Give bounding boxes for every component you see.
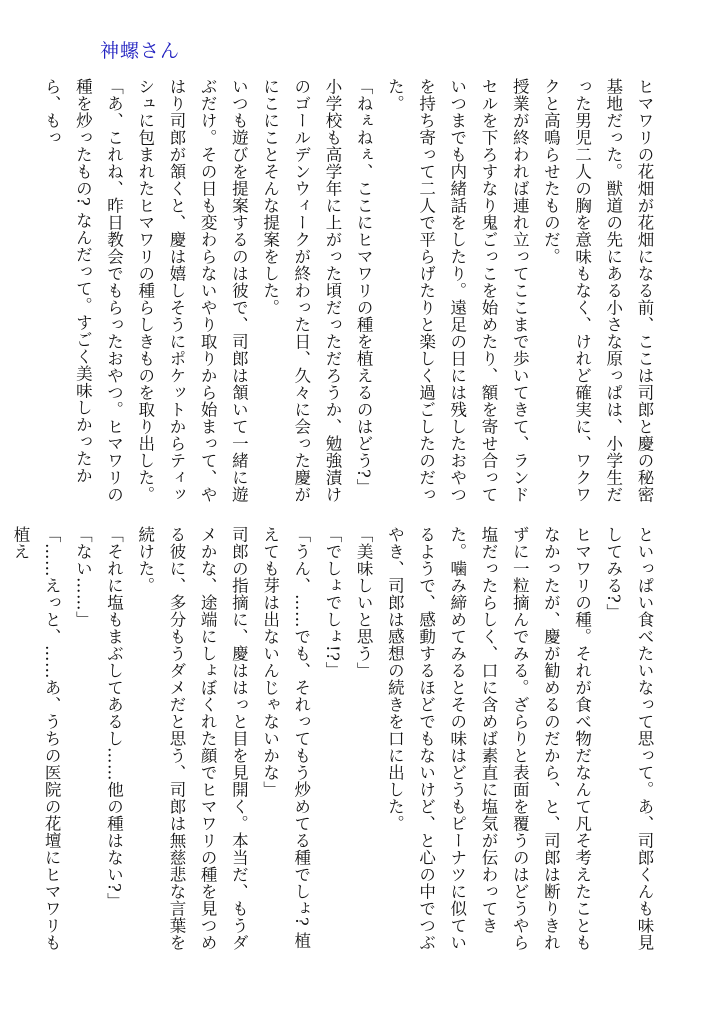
- paragraph: いつも遊びを提案するのは彼で、司郎は頷いて一緒に遊ぶだけ。その日も変わらないやり取りから始まって、やはり司郎が頷くと、慶は嬉しそうにポケットからティッシュに包まれたヒマワリの種らしきものを取り出した。: [135, 78, 249, 503]
- paragraph: 授業が終われば連れ立ってここまで歩いてきて、ランドセルを下ろすなり鬼ごっこを始めたり、額を寄せ合っていつまでも内緒話をしたり。遠足の日には残したおやつを持ち寄って二人で平らげたりと楽しく過ごしたのだった。: [385, 78, 530, 503]
- paragraph: 司郎の指摘に、慶ははっと目を見開く。本当だ、もうダメかな、途端にしょぼくれた顔でヒマワリの種を見つめる彼に、多分もうダメだと思う、司郎は無慈悲な言葉を続けた。: [135, 526, 249, 951]
- paragraph: 「ねぇねぇ、ここにヒマワリの種を植えるのはどう?」: [354, 78, 374, 496]
- text-block-top: [42, 78, 660, 508]
- paragraph: 「それに塩もまぶしてあるし……他の種はない?」: [104, 526, 124, 910]
- paragraph: ヒマワリの種。それが食べ物だなんて凡そ考えたこともなかったが、慶が勧めるのだから、と、司郎は断りきれずに一粒摘んでみる。ざらりと表面を覆うのはどうやら塩だったらしく、口に含めば素直に塩気が伝わってきた。噛み締めてみるとその味はどうもピーナツに似ているようで、感動するほどでもないけど、と心の中でつぶやき、司郎は感想の続きを口に出した。: [385, 526, 592, 951]
- paragraph: 「ない……」: [73, 526, 93, 628]
- vertical-text-column-bottom: [10, 526, 660, 956]
- vertical-text-column-top: [42, 78, 660, 508]
- paragraph: 「あ、これね、昨日教会でもらったおやつ。ヒマワリの種を炒ったもの? なんだって。すごく美味しかったから、もっ: [42, 78, 124, 503]
- paragraph: 「うん、……でも、それってもう炒めてる種でしょ? 植えても芽は出ないんじゃないかな」: [260, 526, 311, 950]
- paragraph: 「美味しいと思う」: [354, 526, 374, 679]
- page-title: 神螺さん: [100, 40, 181, 62]
- paragraph: 「でしょでしょ!?」: [322, 526, 342, 679]
- paragraph: 「……えっと、……あ、うちの医院の花壇にヒマワリも植え: [10, 526, 62, 951]
- paragraph: ヒマワリの花畑が花畑になる前、ここは司郎と慶の秘密基地だった。獣道の先にある小さな原っぱは、小学生だった男児二人の胸を意味もなく、けれど確実に、ワクワクと高鳴らせたものだ。: [541, 78, 654, 503]
- paragraph: といっぱい食べたいなって思って。あ、司郎くんも味見してみる?」: [603, 526, 654, 951]
- paragraph: 小学校も高学年に上がった頃だっただろうか、勉強漬けのゴールデンウィークが終わった日、久々に会った慶がにこにことそんな提案をした。: [260, 78, 342, 503]
- text-block-bottom: [10, 526, 660, 956]
